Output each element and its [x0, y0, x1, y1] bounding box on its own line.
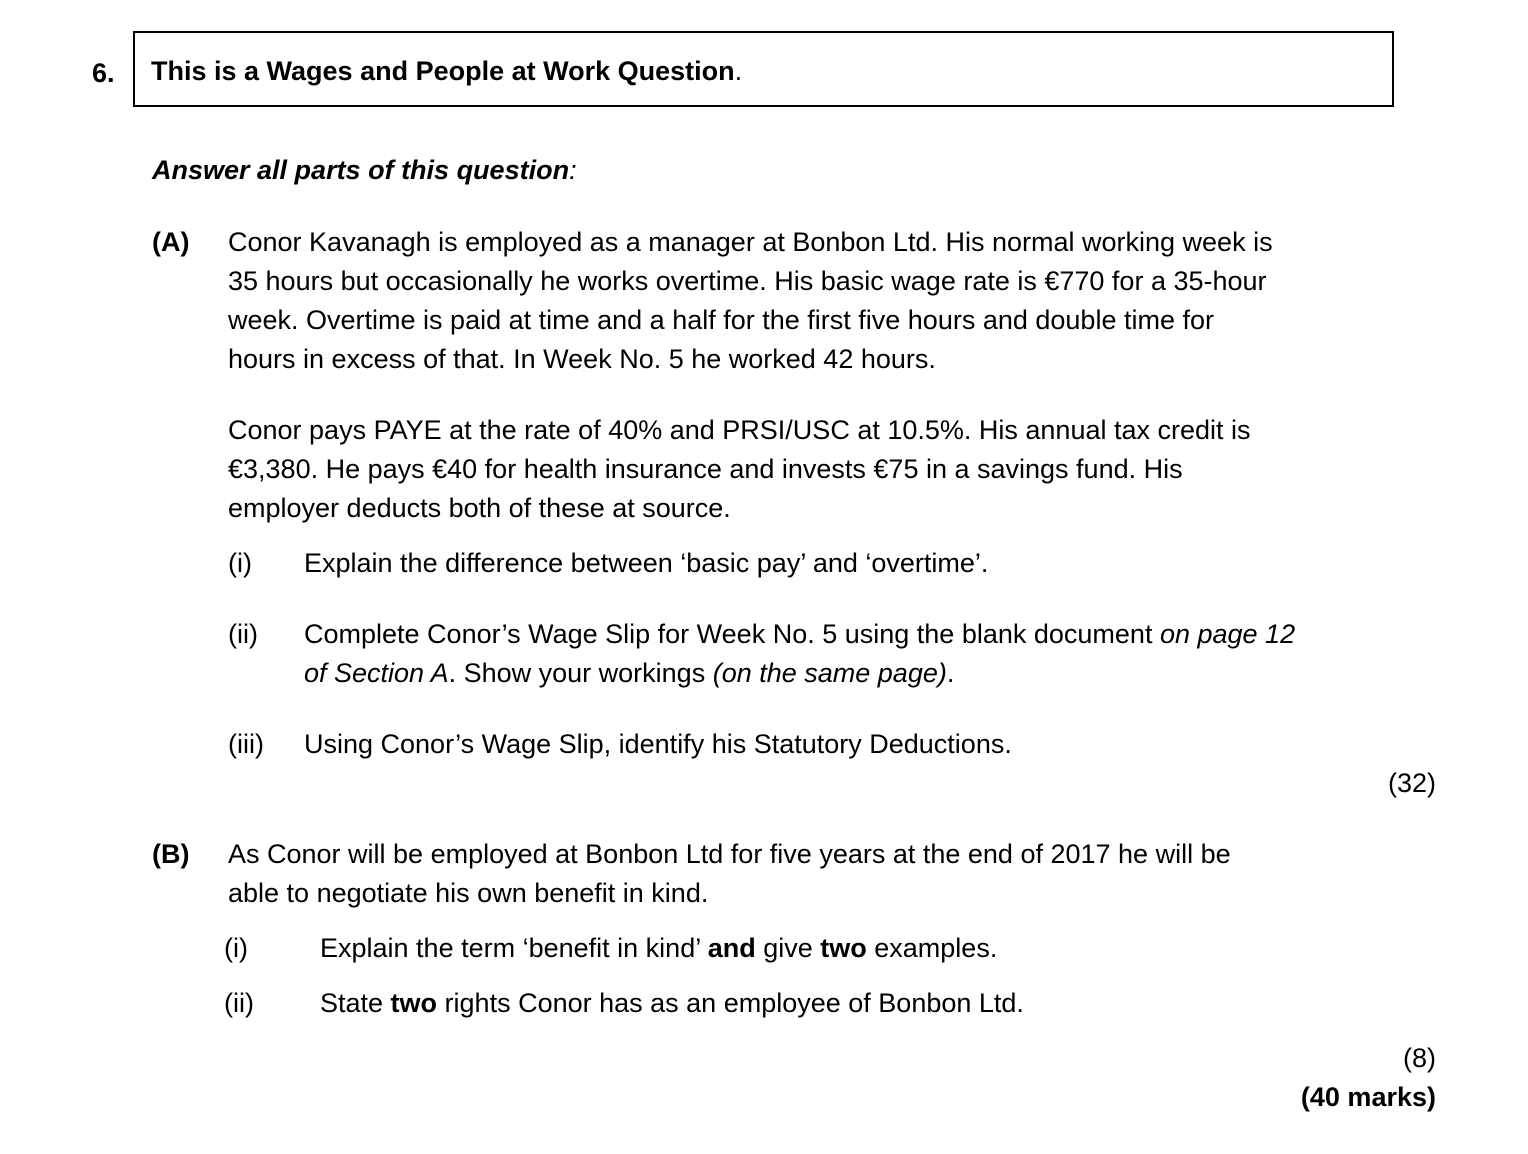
part-a-para1-line3: week. Overtime is paid at time and a half for the first five hours and double time for	[228, 305, 1214, 335]
part-b-sub-i-label: (i)	[224, 933, 248, 963]
total-marks: (40 marks)	[1300, 1082, 1436, 1112]
part-b-sub-ii-text-a: State	[320, 988, 391, 1018]
part-a-label: (A)	[152, 227, 190, 257]
part-b-sub-ii-text	[320, 984, 1024, 1023]
question-title-box	[133, 31, 1394, 107]
part-a-para1-line1: Conor Kavanagh is employed as a manager at Bonbon Ltd. His normal working week is	[228, 227, 1273, 257]
part-a-sub-i-label: (i)	[228, 548, 252, 578]
question-number: 6.	[92, 58, 115, 88]
part-b-marks: (8)	[1403, 1043, 1436, 1073]
part-b-sub-i-text-b: give	[755, 933, 821, 963]
question-title	[151, 52, 742, 91]
part-a-sub-ii-line1	[304, 615, 1295, 654]
part-a-sub-iii-label: (iii)	[228, 729, 264, 759]
part-a-para2-line2: €3,380. He pays €40 for health insurance and invests €75 in a savings fund. His	[228, 454, 1183, 484]
part-b-sub-ii-text-b: rights Conor has as an employee of Bonbon Ltd.	[437, 988, 1024, 1018]
part-a-sub-i-text: Explain the difference between ‘basic pay’ and ‘overtime’.	[304, 548, 989, 578]
part-b-line2: able to negotiate his own benefit in kind.	[228, 878, 709, 908]
part-b-sub-ii-label: (ii)	[224, 988, 254, 1018]
part-a-marks: (32)	[1387, 768, 1436, 798]
question-title-end: .	[734, 56, 743, 86]
part-b-sub-i-text	[320, 929, 997, 968]
part-a-sub-ii-label: (ii)	[228, 619, 258, 649]
part-b-line1: As Conor will be employed at Bonbon Ltd for five years at the end of 2017 he will be	[228, 839, 1231, 869]
part-a-sub-ii-line2-d: .	[946, 658, 955, 688]
instruction	[152, 151, 577, 190]
part-a-sub-ii-line1-b: on page 12	[1159, 619, 1296, 649]
question-title-bold: This is a Wages and People at Work Question	[151, 56, 735, 86]
part-b-sub-i-text-c: examples.	[866, 933, 998, 963]
part-b-sub-i-text-a: Explain the term ‘benefit in kind’	[320, 933, 708, 963]
part-a-para1-line4: hours in excess of that. In Week No. 5 he worked 42 hours.	[228, 344, 936, 374]
part-b-label: (B)	[152, 839, 190, 869]
part-b-sub-i-two: two	[820, 933, 867, 963]
part-b-sub-ii-two: two	[390, 988, 438, 1018]
part-a-sub-ii-line2-a: of Section A	[304, 658, 449, 688]
part-b-sub-i-and: and	[707, 933, 756, 963]
part-a-sub-ii-line1-a: Complete Conor’s Wage Slip for Week No. 5 using the blank document	[304, 619, 1160, 649]
instruction-colon: :	[569, 155, 577, 185]
part-a-sub-ii-line2	[304, 654, 954, 693]
part-a-sub-ii-line2-c: (on the same page)	[712, 658, 947, 688]
part-a-para2-line3: employer deducts both of these at source.	[228, 493, 731, 523]
part-a-para1-line2: 35 hours but occasionally he works overtime. His basic wage rate is €770 for a 35-hour	[228, 266, 1267, 296]
instruction-text: Answer all parts of this question	[152, 155, 570, 185]
part-a-sub-iii-text: Using Conor’s Wage Slip, identify his Statutory Deductions.	[304, 729, 1012, 759]
part-a-sub-ii-line2-b: . Show your workings	[448, 658, 713, 688]
part-a-para2-line1: Conor pays PAYE at the rate of 40% and PRSI/USC at 10.5%. His annual tax credit is	[228, 415, 1251, 445]
